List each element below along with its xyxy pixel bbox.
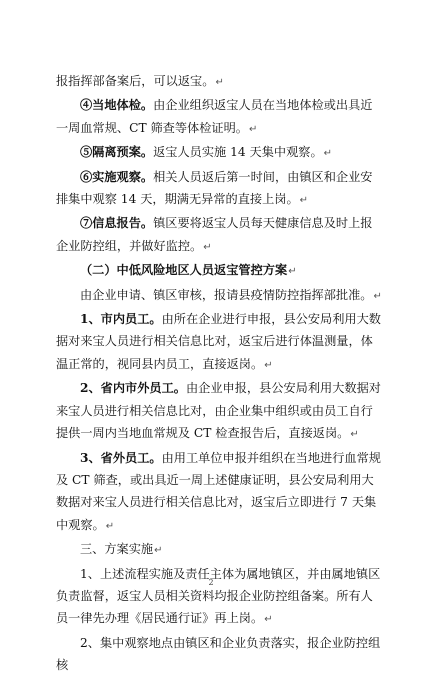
paragraph <box>56 70 382 94</box>
paragraph-heading: （二）中低风险地区人员返宝管控方案 <box>80 263 288 278</box>
paragraph-mark-icon: ↵ <box>350 429 359 441</box>
paragraph-mark-icon: ↵ <box>248 123 258 135</box>
paragraph-heading: 2、省内市外员工。 <box>80 381 186 396</box>
paragraph-text: 由企业申报，县公安局利用大数据对来宝人员进行相关信息比对，由企业集中组织或由员工自行提供一周内当地血常规及 CT 检查报告后，直接返岗。 <box>56 381 381 441</box>
paragraph <box>56 94 382 141</box>
paragraph <box>56 563 382 632</box>
paragraph-text: 相关人员返后第一时间，由镇区和企业安排集中观察 14 天，期满无异常的直接上岗。 <box>56 169 373 207</box>
paragraph-heading: ⑥实施观察。 <box>80 169 154 184</box>
paragraph-text: 镇区要将返宝人员每天健康信息及时上报企业防控组，并做好监控。 <box>56 216 373 253</box>
paragraph-text: 由所在企业进行申报，县公安局利用大数据对来宝人员进行相关信息比对，返宝后进行体温测量，体温正常的，视同县内员工，直接返岗。 <box>56 312 381 371</box>
paragraph-mark-icon: ↵ <box>288 266 297 278</box>
paragraph-mark-icon: ↵ <box>264 359 273 371</box>
paragraph-heading: 1、市内员工。 <box>80 312 162 327</box>
paragraph-heading: ⑦信息报告。 <box>80 216 154 231</box>
paragraph <box>56 377 382 446</box>
paragraph-text: 由企业申请、镇区审核，报请县疫情防控指挥部批准。 <box>80 287 373 302</box>
paragraph-heading: ④当地体检。 <box>80 98 154 113</box>
paragraph-mark-icon: ↵ <box>264 614 273 626</box>
paragraph <box>56 538 382 562</box>
paragraph <box>56 212 382 259</box>
paragraph-mark-icon: ↵ <box>203 241 212 253</box>
page-number: 2 <box>208 578 214 587</box>
paragraph-mark-icon: ↵ <box>105 520 115 532</box>
paragraph-text: 报指挥部备案后，可以返宝。 <box>56 74 215 88</box>
paragraph <box>56 308 382 377</box>
paragraph-text: 返宝人员实施 14 天集中观察。 <box>153 145 323 160</box>
paragraph <box>56 141 382 165</box>
paragraph <box>56 284 382 308</box>
paragraph-mark-icon: ↵ <box>215 77 224 88</box>
paragraph-mark-icon: ↵ <box>154 545 163 557</box>
paragraph <box>56 166 382 213</box>
paragraph <box>56 632 382 677</box>
paragraph-text: 1、上述流程实施及责任主体为属地镇区，并由属地镇区负责监督，返宝人员相关资料均报企业防控组备案。所有人员一律先办理《居民通行证》再上岗。 <box>56 566 381 626</box>
paragraph <box>56 259 382 283</box>
paragraph-heading: ⑤隔离预案。 <box>80 145 154 160</box>
paragraph-heading: 3、省外员工。 <box>80 450 162 465</box>
paragraph-text: 由用工单位申报并组织在当地进行血常规及 CT 筛查，或出具近一周上述健康证明，县公安局利用大数据对来宝人员进行相关信息比对，返宝后立即进行 7 天集中观察。 <box>56 450 381 532</box>
paragraph <box>56 447 382 539</box>
paragraph-mark-icon: ↵ <box>373 290 382 302</box>
paragraph-mark-icon: ↵ <box>323 148 333 160</box>
paragraph-text: 由企业组织返宝人员在当地体检或出具近一周血常规、CT 筛查等体检证明。 <box>56 98 373 135</box>
paragraph-text: 三、方案实施 <box>80 542 154 557</box>
paragraph-text: 2、集中观察地点由镇区和企业负责落实，报企业防控组核 <box>56 635 381 673</box>
paragraph-mark-icon: ↵ <box>299 195 309 207</box>
